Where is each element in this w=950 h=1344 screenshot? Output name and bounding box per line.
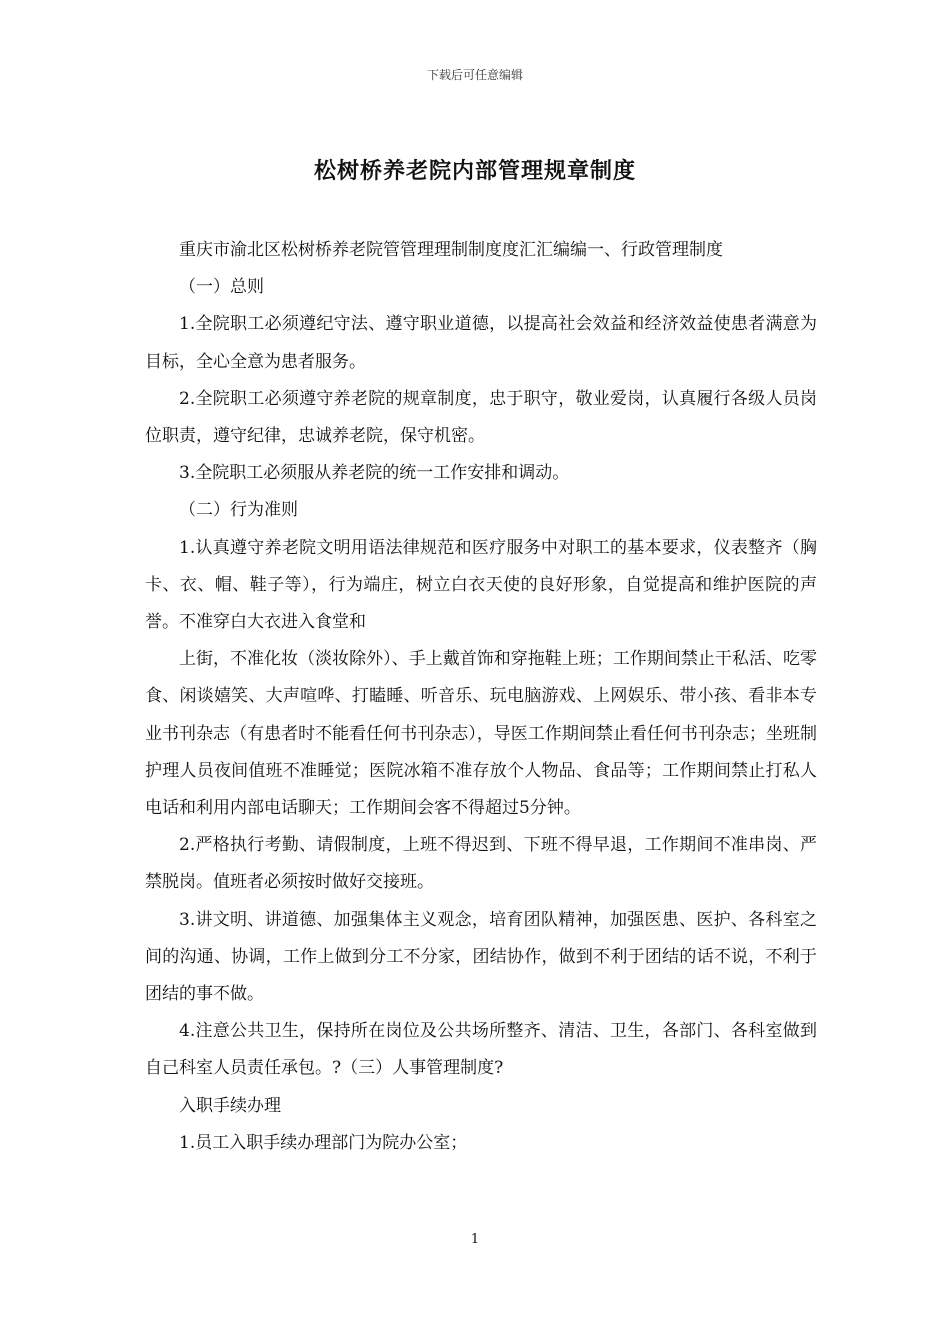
paragraph-item: 上街，不准化妆（淡妆除外）、手上戴首饰和穿拖鞋上班；工作期间禁止干私活、吃零食、闲谈嬉笑、大声喧哗、打瞌睡、听音乐、玩电脑游戏、上网娱乐、带小孩、看非本专业书刊杂志（有患者时不能看任何书刊杂志），导医工作期间禁止看任何书刊杂志；坐班制护理人员夜间值班不准睡觉；医院冰箱不准存放个人物品、食品等；工作期间禁止打私人电话和利用内部电话聊天；工作期间会客不得超过5分钟。 bbox=[145, 649, 817, 819]
page-number: 1 bbox=[470, 1232, 480, 1247]
section-heading-onboarding: 入职手续办理 bbox=[179, 1095, 281, 1116]
paragraph-item: 2.全院职工必须遵守养老院的规章制度，忠于职守，敬业爱岗，认真履行各级人员岗位职责，遵守纪律，忠诚养老院，保守机密。 bbox=[145, 388, 817, 447]
section-heading-conduct: （二）行为准则 bbox=[179, 500, 298, 521]
header-note: 下载后可任意编辑 bbox=[426, 68, 523, 82]
paragraph-intro: 重庆市渝北区松树桥养老院管管理理制制度度汇汇编编一、行政管理制度 bbox=[179, 240, 723, 260]
section-heading-general: （一）总则 bbox=[179, 277, 264, 298]
document-title: 松树桥养老院内部管理规章制度 bbox=[313, 158, 636, 184]
document-body bbox=[145, 232, 817, 1162]
paragraph-item: 1.员工入职手续办理部门为院办公室； bbox=[179, 1132, 468, 1153]
paragraph-item: 3.全院职工必须服从养老院的统一工作安排和调动。 bbox=[179, 463, 570, 484]
paragraph-item: 2.严格执行考勤、请假制度，上班不得迟到、下班不得早退，工作期间不准串岗、严禁脱岗。值班者必须按时做好交接班。 bbox=[145, 835, 817, 893]
paragraph-item: 3.讲文明、讲道德、加强集体主义观念，培育团队精神，加强医患、医护、各科室之间的沟通、协调，工作上做到分工不分家，团结协作，做到不利于团结的话不说，不利于团结的事不做。 bbox=[145, 909, 817, 1005]
paragraph-item: 1.全院职工必须遵纪守法、遵守职业道德，以提高社会效益和经济效益使患者满意为目标，全心全意为患者服务。 bbox=[145, 314, 817, 372]
paragraph-item: 1.认真遵守养老院文明用语法律规范和医疗服务中对职工的基本要求，仪表整齐（胸卡、衣、帽、鞋子等），行为端庄，树立白衣天使的良好形象，自觉提高和维护医院的声誉。不准穿白大衣进入食堂和 bbox=[145, 537, 817, 633]
paragraph-item: 4.注意公共卫生，保持所在岗位及公共场所整齐、清洁、卫生，各部门、各科室做到自己科室人员责任承包。?（三）人事管理制度? bbox=[145, 1021, 817, 1079]
